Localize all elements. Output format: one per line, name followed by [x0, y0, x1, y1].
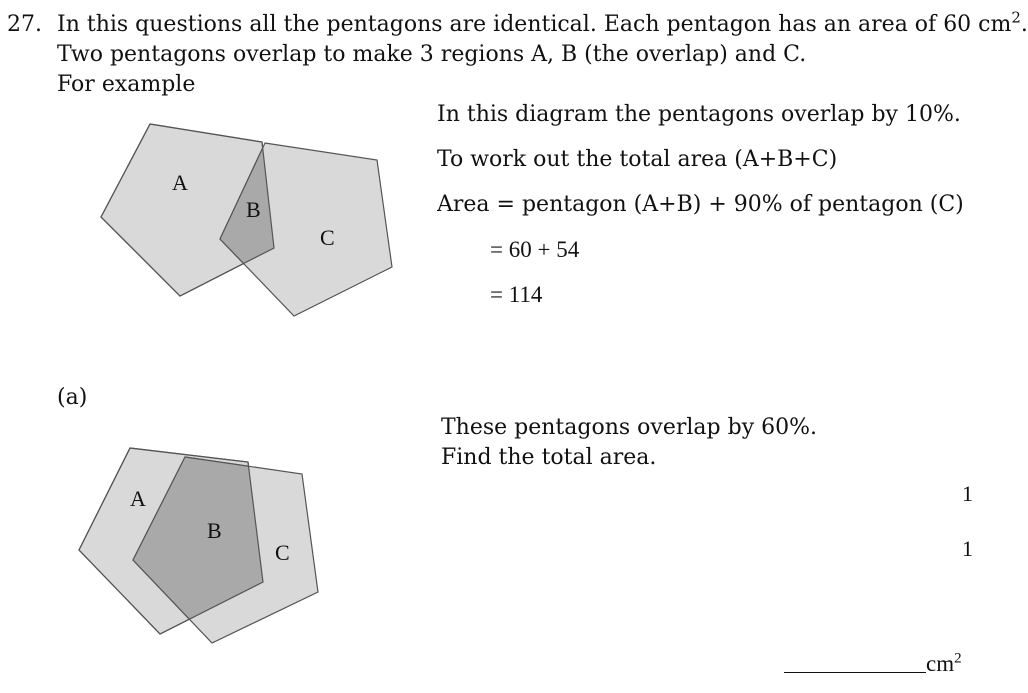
- answer-unit: [926, 651, 962, 677]
- part-a-label-c: C: [275, 540, 290, 565]
- answer-unit-text: cm: [926, 651, 955, 676]
- answer-line[interactable]: [784, 672, 926, 673]
- part-a-label: (a): [57, 385, 88, 410]
- mark-1: 1: [962, 481, 973, 506]
- example-label-c: C: [320, 225, 335, 250]
- mark-2: 1: [962, 536, 973, 561]
- part-a-overlap-text: These pentagons overlap by 60%.: [441, 415, 818, 440]
- example-diagram: [101, 124, 392, 316]
- answer-unit-sup: 2: [954, 650, 962, 667]
- question-line-1-text: In this questions all the pentagons are identical. Each pentagon has an area of 60 cm: [57, 12, 1012, 37]
- example-step-1: = 60 + 54: [490, 237, 580, 262]
- question-number: 27.: [7, 12, 42, 37]
- question-line-2: Two pentagons overlap to make 3 regions A, B (the overlap) and C.: [57, 42, 807, 67]
- example-step-2: = 114: [490, 282, 543, 307]
- part-a-diagram: [79, 448, 318, 643]
- example-label-a: A: [172, 170, 188, 195]
- question-line-1-end: .: [1020, 12, 1028, 37]
- squared-superscript: 2: [1011, 8, 1021, 27]
- example-label-b: B: [246, 197, 261, 222]
- part-a-find-text: Find the total area.: [441, 445, 657, 470]
- example-work-text: To work out the total area (A+B+C): [437, 147, 838, 172]
- part-a-label-b: B: [207, 518, 222, 543]
- question-line-3: For example: [57, 72, 196, 97]
- part-a-label-a: A: [130, 486, 146, 511]
- example-overlap-text: In this diagram the pentagons overlap by 10%.: [437, 102, 961, 127]
- example-area-formula: Area = pentagon (A+B) + 90% of pentagon (C): [437, 192, 964, 217]
